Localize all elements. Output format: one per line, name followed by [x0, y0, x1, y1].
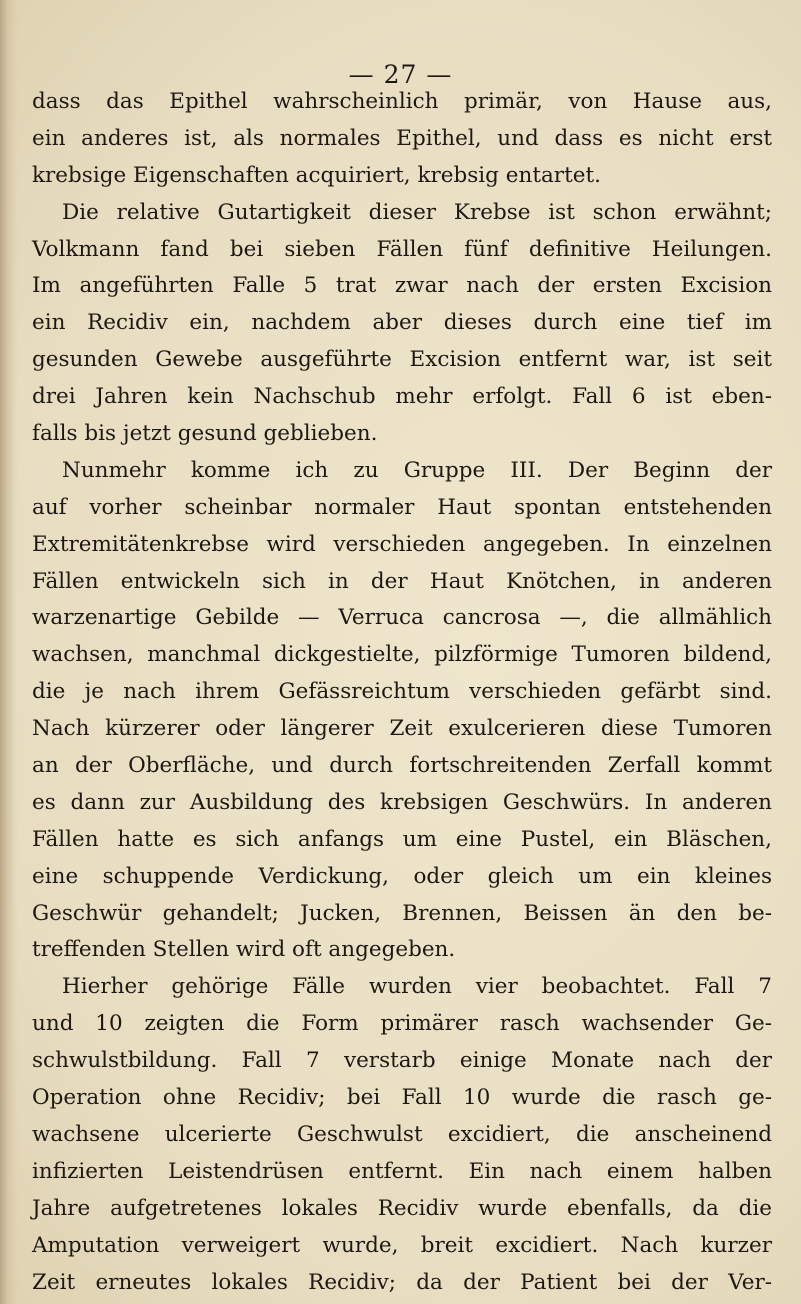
- text-line: ein anderes ist, als normales Epithel, und dass es nicht erst: [32, 125, 772, 151]
- text-line: schwulstbildung. Fall 7 verstarb einige Monate nach der: [32, 1048, 772, 1074]
- text-line: drei Jahren kein Nachschub mehr erfolgt. Fall 6 ist eben-: [32, 384, 772, 410]
- page-gutter-shadow: [0, 0, 14, 1304]
- text-line: warzenartige Gebilde — Verruca cancrosa —, die allmählich: [32, 605, 772, 631]
- text-line: es dann zur Ausbildung des krebsigen Geschwürs. In anderen: [32, 789, 772, 815]
- text-line: die je nach ihrem Gefässreichtum verschieden gefärbt sind.: [32, 679, 772, 705]
- text-line: Jahre aufgetretenes lokales Recidiv wurde ebenfalls, da die: [32, 1195, 772, 1221]
- page-number: — 27 —: [348, 60, 453, 89]
- text-line: auf vorher scheinbar normaler Haut spontan entstehenden: [32, 494, 772, 520]
- text-line: Zeit erneutes lokales Recidiv; da der Patient bei der Ver-: [32, 1269, 772, 1295]
- text-line: wachsene ulcerierte Geschwulst excidiert, die anscheinend: [32, 1121, 772, 1147]
- text-line: krebsige Eigenschaften acquiriert, krebsig entartet.: [32, 162, 601, 188]
- text-line: an der Oberfläche, und durch fortschreitenden Zerfall kommt: [32, 753, 772, 779]
- text-line: infizierten Leistendrüsen entfernt. Ein nach einem halben: [32, 1158, 772, 1184]
- text-line: falls bis jetzt gesund geblieben.: [32, 421, 378, 447]
- text-line: Extremitätenkrebse wird verschieden angegeben. In einzelnen: [32, 531, 772, 557]
- text-line: wachsen, manchmal dickgestielte, pilzförmige Tumoren bildend,: [32, 642, 772, 668]
- text-line: Nach kürzerer oder längerer Zeit exulcerieren diese Tumoren: [32, 716, 772, 742]
- text-line: treffenden Stellen wird oft angegeben.: [32, 937, 456, 963]
- text-line: Geschwür gehandelt; Jucken, Brennen, Beissen än den be-: [32, 900, 772, 926]
- text-line: Die relative Gutartigkeit dieser Krebse ist schon erwähnt;: [62, 199, 772, 225]
- body-text: [32, 84, 772, 1301]
- text-line: Volkmann fand bei sieben Fällen fünf definitive Heilungen.: [32, 236, 772, 262]
- text-line: eine schuppende Verdickung, oder gleich um ein kleines: [32, 863, 772, 889]
- text-line: Fällen hatte es sich anfangs um eine Pustel, ein Bläschen,: [32, 826, 772, 852]
- text-line: Nunmehr komme ich zu Gruppe III. Der Beginn der: [62, 457, 772, 483]
- text-line: Fällen entwickeln sich in der Haut Knötchen, in anderen: [32, 568, 772, 594]
- text-line: Operation ohne Recidiv; bei Fall 10 wurde die rasch ge-: [32, 1085, 772, 1111]
- text-line: Hierher gehörige Fälle wurden vier beobachtet. Fall 7: [62, 974, 772, 1000]
- text-line: Im angeführten Falle 5 trat zwar nach der ersten Excision: [32, 273, 772, 299]
- text-line: dass das Epithel wahrscheinlich primär, von Hause aus,: [32, 89, 772, 114]
- text-line: gesunden Gewebe ausgeführte Excision entfernt war, ist seit: [32, 347, 772, 373]
- text-line: Amputation verweigert wurde, breit excidiert. Nach kurzer: [32, 1232, 772, 1258]
- text-line: ein Recidiv ein, nachdem aber dieses durch eine tief im: [32, 310, 772, 336]
- text-line: und 10 zeigten die Form primärer rasch wachsender Ge-: [32, 1011, 772, 1037]
